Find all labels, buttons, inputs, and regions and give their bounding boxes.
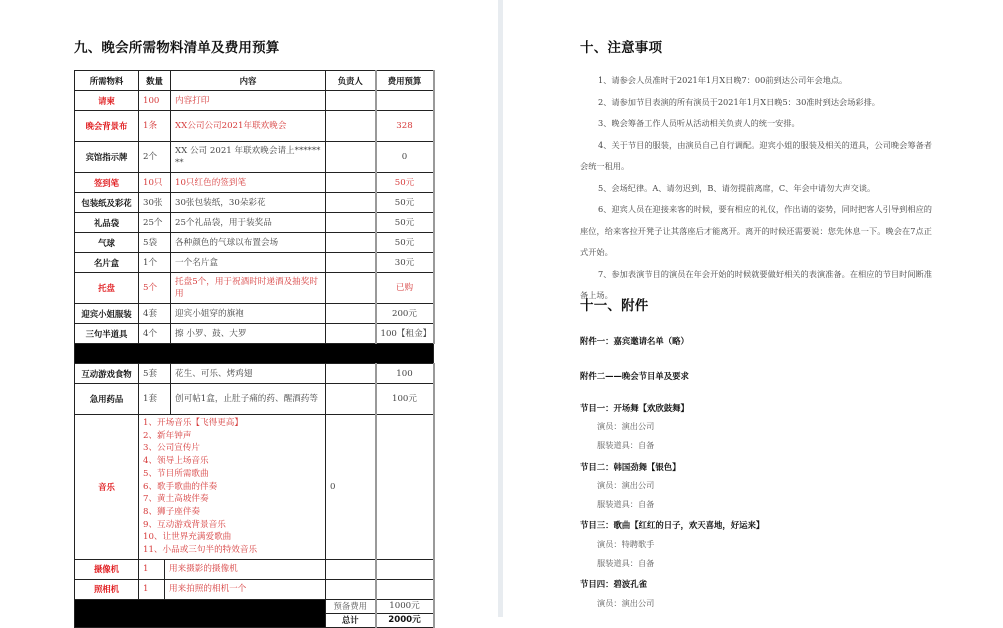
- note-item: 5、会场纪律。A、请勿迟到，B、请勿提前离席，C、年会中请勿大声交谈。: [598, 182, 876, 193]
- program-title: 节目二：韩国劲舞【银色】: [580, 462, 681, 472]
- header-content: 内容: [171, 71, 326, 91]
- header-owner: 负责人: [326, 71, 376, 91]
- table-row: 托盘 5个 托盘5个，用于祝酒时时递酒及抽奖时用 已购: [75, 273, 434, 304]
- attachment-1-heading: 附件一：嘉宾邀请名单（略）: [580, 336, 689, 346]
- section-title-materials: 九、晚会所需物料清单及费用预算: [74, 40, 280, 56]
- note-item: 6、迎宾人员在迎接来客的时候，要有相应的礼仪，作出请的姿势，同时把客人引导到相应的座位，给来客拉开凳子让其落座后才能离开。离开的时候还需要说：您先休息一下。晚会在7点正式开始。: [580, 204, 932, 257]
- program-costume: 服装道具：自备: [597, 440, 655, 450]
- program-performer: 演员：演出公司: [597, 480, 655, 490]
- table-row: 宾馆指示牌 2个 XX 公司 2021 年联欢晚会请上******** 0: [75, 142, 434, 173]
- table-row: 急用药品 1套 创可帖1盒，止肚子痛的药、醒酒药等 100元: [75, 384, 434, 415]
- program-costume: 服装道具：自备: [597, 499, 655, 509]
- table-row: 请柬 100 内容打印: [75, 91, 434, 111]
- table-row: 气球 5袋 各种颜色的气球以布置会场 50元: [75, 233, 434, 253]
- table-row: 名片盒 1个 一个名片盒 30元: [75, 253, 434, 273]
- notes-list: [580, 70, 932, 307]
- program-performer: 演员：演出公司: [597, 598, 655, 608]
- program-performer: 演员：特聘歌手: [597, 539, 655, 549]
- table-row: 晚会背景布 1条 XX公司公司2021年联欢晚会 328: [75, 111, 434, 142]
- header-material: 所需物料: [75, 71, 139, 91]
- program-title: 节目三：歌曲【红红的日子，欢天喜地，好运来】: [580, 520, 765, 530]
- header-budget: 费用预算: [376, 71, 434, 91]
- program-performer: 演员：演出公司: [597, 421, 655, 431]
- section-title-attachments: 十一、附件: [580, 298, 649, 314]
- table-row: 礼品袋 25个 25个礼品袋，用于装奖品 50元: [75, 213, 434, 233]
- program-title: 节目一：开场舞【欢欣鼓舞】: [580, 403, 689, 413]
- table-header-row: [75, 71, 434, 91]
- note-item: 3、晚会筹备工作人员听从活动相关负责人的统一安排。: [598, 118, 800, 128]
- section-title-notes: 十、注意事项: [580, 40, 663, 56]
- table-row: 包装纸及彩花 30张 30张包装纸，30朵彩花 50元: [75, 193, 434, 213]
- music-list: 1、开场音乐【飞得更高】 2、新年钟声 3、公司宣传片 4、领导上场音乐 5、节目所需歌曲 6、歌手歌曲的伴奏 7、黄土高坡伴奏 8、狮子座伴奏 9、互动游戏背景音乐 10、让世界充满爱歌曲 11、小品或三句半的特效音乐: [143, 418, 258, 556]
- table-row: 三句半道具 4个 擦 小罗、鼓、大罗 100【租金】: [75, 324, 434, 344]
- document-page-left: [0, 0, 498, 626]
- attachment-2-heading: 附件二——晚会节目单及要求: [580, 371, 689, 381]
- table-row: 互动游戏食物 5套 花生、可乐、烤鸡翅 100: [75, 364, 434, 384]
- program-title: 节目四：碧波孔雀: [580, 579, 647, 589]
- table-row: 迎宾小姐服装 4套 迎宾小姐穿的旗袍 200元: [75, 304, 434, 324]
- table-row-music: 音乐 1、开场音乐【飞得更高】 2、新年钟声 3、公司宣传片 4、领导上场音乐 5、节目所需歌曲 6、歌手歌曲的伴奏 7、黄土高坡伴奏 8、狮子座伴奏 9、互动游戏背景音乐 10、让世界充满爱歌曲 11、小品或三句半的特效音乐 0: [75, 415, 434, 560]
- summary-row-reserve: 预备费用 1000元: [75, 599, 434, 613]
- note-item: 7、参加表演节目的演员在年会开始的时候就要做好相关的表演准备。在相应的节目时间断准备上场。: [580, 268, 932, 300]
- program-costume: 服装道具：自备: [597, 558, 655, 568]
- table-row-equipment: 摄像机 1 用来摄影的摄像机: [75, 559, 434, 579]
- note-item: 1、请参会人员准时于2021年1月X日晚7：00前到达公司年会地点。: [598, 75, 848, 85]
- table-separator-row: [75, 344, 434, 364]
- table-row-equipment: 照相机 1 用来拍照的相机一个: [75, 579, 434, 599]
- note-item: 2、请参加节目表演的所有演员于2021年1月X日晚5：30准时到达会场彩排。: [598, 96, 880, 107]
- table-row: 签到笔 10只 10只红色的签到笔 50元: [75, 173, 434, 193]
- materials-budget-table: [74, 70, 435, 628]
- header-quantity: 数量: [139, 71, 171, 91]
- note-item: 4、关于节目的服装，由演员自己自行调配。迎宾小姐的服装及相关的道具，公司晚会筹备者会统一租用。: [580, 139, 932, 171]
- summary-row-total: 总计 2000元: [75, 613, 434, 627]
